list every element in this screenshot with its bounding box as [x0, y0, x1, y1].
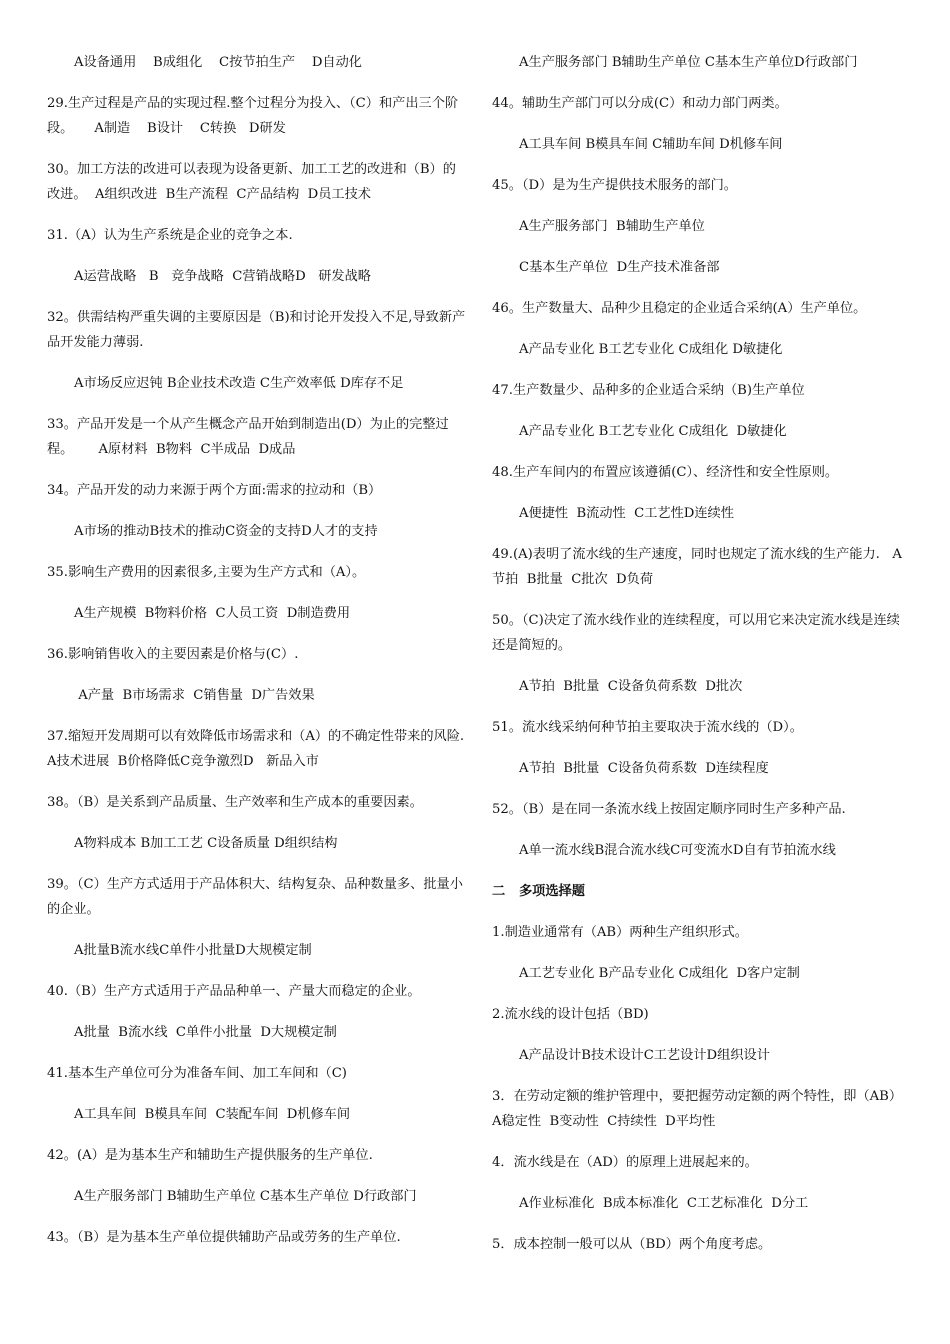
answer-options: A节拍 B批量 C设备负荷系数 D连续程度 — [519, 761, 769, 776]
question-text: 48.生产车间内的布置应该遵循(C）、经济性和安全性原则。 — [492, 465, 839, 480]
question-text: 51。流水线采纳何种节拍主要取决于流水线的（D）。 — [492, 720, 803, 735]
question-text: 43。（B）是为基本生产单位提供辅助产品或劳务的生产单位. — [47, 1230, 401, 1245]
question-text: 49.(A)表明了流水线的生产速度，同时也规定了流水线的生产能力. A节拍 B批量 C批次 D负荷 — [492, 547, 902, 587]
question-text: 3．在劳动定额的维护管理中，要把握劳动定额的两个特性，即（AB） A稳定性 B变动性 C持续性 D平均性 — [492, 1089, 911, 1129]
question-text: 42。(A）是为基本生产和辅助生产提供服务的生产单位. — [47, 1148, 373, 1163]
right-column — [492, 50, 910, 1273]
question-text: 29.生产过程是产品的实现过程.整个过程分为投入、（C）和产出三个阶段。 A制造 B设计 C转换 D研发 — [47, 96, 459, 136]
question-text: 41.基本生产单位可分为准备车间、加工车间和（C) — [47, 1066, 347, 1081]
answer-options: A工具车间 B模具车间 C辅助车间 D机修车间 — [519, 137, 783, 152]
answer-options: A批量B流水线C单件小批量D大规模定制 — [74, 943, 312, 958]
answer-options: A便捷性 B流动性 C工艺性D连续性 — [519, 506, 734, 521]
question-text: 5．成本控制一般可以从（BD）两个角度考虑。 — [492, 1237, 772, 1252]
answer-options: A作业标准化 B成本标准化 C工艺标准化 D分工 — [519, 1196, 809, 1211]
question-text: 32。供需结构严重失调的主要原因是（B)和讨论开发投入不足,导致新产品开发能力薄弱. — [47, 310, 466, 350]
question-text: 45。（D）是为生产提供技术服务的部门。 — [492, 178, 737, 193]
answer-options: A市场的推动B技术的推动C资金的支持D人才的支持 — [74, 524, 378, 539]
question-text: 30。加工方法的改进可以表现为设备更新、加工工艺的改进和（B）的改进。 A组织改进 B生产流程 C产品结构 D员工技术 — [47, 162, 456, 202]
question-text: 37.缩短开发周期可以有效降低市场需求和（A）的不确定性带来的风险. A技术进展 B价格降低C竞争激烈D 新品入市 — [47, 729, 473, 769]
question-text: 1.制造业通常有（AB）两种生产组织形式。 — [492, 925, 748, 940]
answer-options: A工艺专业化 B产品专业化 C成组化 D客户定制 — [519, 966, 800, 981]
question-text: 39。（C）生产方式适用于产品体积大、结构复杂、品种数量多、批量小的企业。 — [47, 877, 463, 917]
question-text: 34。产品开发的动力来源于两个方面:需求的拉动和（B） — [47, 483, 382, 498]
answer-options: A产品专业化 B工艺专业化 C成组化 D敏捷化 — [519, 342, 783, 357]
question-text: 40.（B）生产方式适用于产品品种单一、产量大而稳定的企业。 — [47, 984, 421, 999]
question-text: 2.流水线的设计包括（BD) — [492, 1007, 649, 1022]
answer-options: A生产规模 B物料价格 C人员工资 D制造费用 — [74, 606, 351, 621]
section-heading: 二 多项选择题 — [492, 884, 585, 899]
answer-options: A运营战略 B 竞争战略 C营销战略D 研发战略 — [74, 269, 371, 284]
answer-options: A工具车间 B模具车间 C装配车间 D机修车间 — [74, 1107, 351, 1122]
question-text: 4．流水线是在（AD）的原理上进展起来的。 — [492, 1155, 758, 1170]
question-text: 33。产品开发是一个从产生概念产品开始到制造出(D）为止的完整过程。 A原材料 B物料 C半成品 D成品 — [47, 417, 449, 457]
answer-options: A批量 B流水线 C单件小批量 D大规模定制 — [74, 1025, 337, 1040]
answer-options: A产品设计B技术设计C工艺设计D组织设计 — [519, 1048, 770, 1063]
answer-options: A生产服务部门 B辅助生产单位 — [519, 219, 705, 234]
question-text: 46。生产数量大、品种少且稳定的企业适合采纳(A）生产单位。 — [492, 301, 867, 316]
question-text: 47.生产数量少、品种多的企业适合采纳（B)生产单位 — [492, 383, 805, 398]
question-text: 50。（C)决定了流水线作业的连续程度，可以用它来决定流水线是连续还是简短的。 — [492, 613, 900, 653]
question-text: 36.影响销售收入的主要因素是价格与(C）. — [47, 647, 299, 662]
answer-options: A市场反应迟钝 B企业技术改造 C生产效率低 D库存不足 — [74, 376, 404, 391]
answer-options: A单一流水线B混合流水线C可变流水D自有节拍流水线 — [519, 843, 836, 858]
question-text: 31.（A）认为生产系统是企业的竞争之本. — [47, 228, 293, 243]
question-text: 52。（B）是在同一条流水线上按固定顺序同时生产多种产品. — [492, 802, 846, 817]
answer-options: A设备通用 B成组化 C按节拍生产 D自动化 — [74, 55, 362, 70]
answer-options: A产品专业化 B工艺专业化 C成组化 D敏捷化 — [519, 424, 787, 439]
answer-options: A产量 B市场需求 C销售量 D广告效果 — [74, 688, 315, 703]
question-text: 35.影响生产费用的因素很多,主要为生产方式和（A）。 — [47, 565, 366, 580]
left-column — [47, 50, 473, 1266]
question-text: 44。辅助生产部门可以分成(C）和动力部门两类。 — [492, 96, 788, 111]
answer-options: A生产服务部门 B辅助生产单位 C基本生产单位D行政部门 — [519, 55, 858, 70]
answer-options: A生产服务部门 B辅助生产单位 C基本生产单位 D行政部门 — [74, 1189, 417, 1204]
answer-options: C基本生产单位 D生产技术准备部 — [519, 260, 720, 275]
answer-options: A节拍 B批量 C设备负荷系数 D批次 — [519, 679, 743, 694]
question-text: 38。（B）是关系到产品质量、生产效率和生产成本的重要因素。 — [47, 795, 423, 810]
answer-options: A物料成本 B加工工艺 C设备质量 D组织结构 — [74, 836, 338, 851]
